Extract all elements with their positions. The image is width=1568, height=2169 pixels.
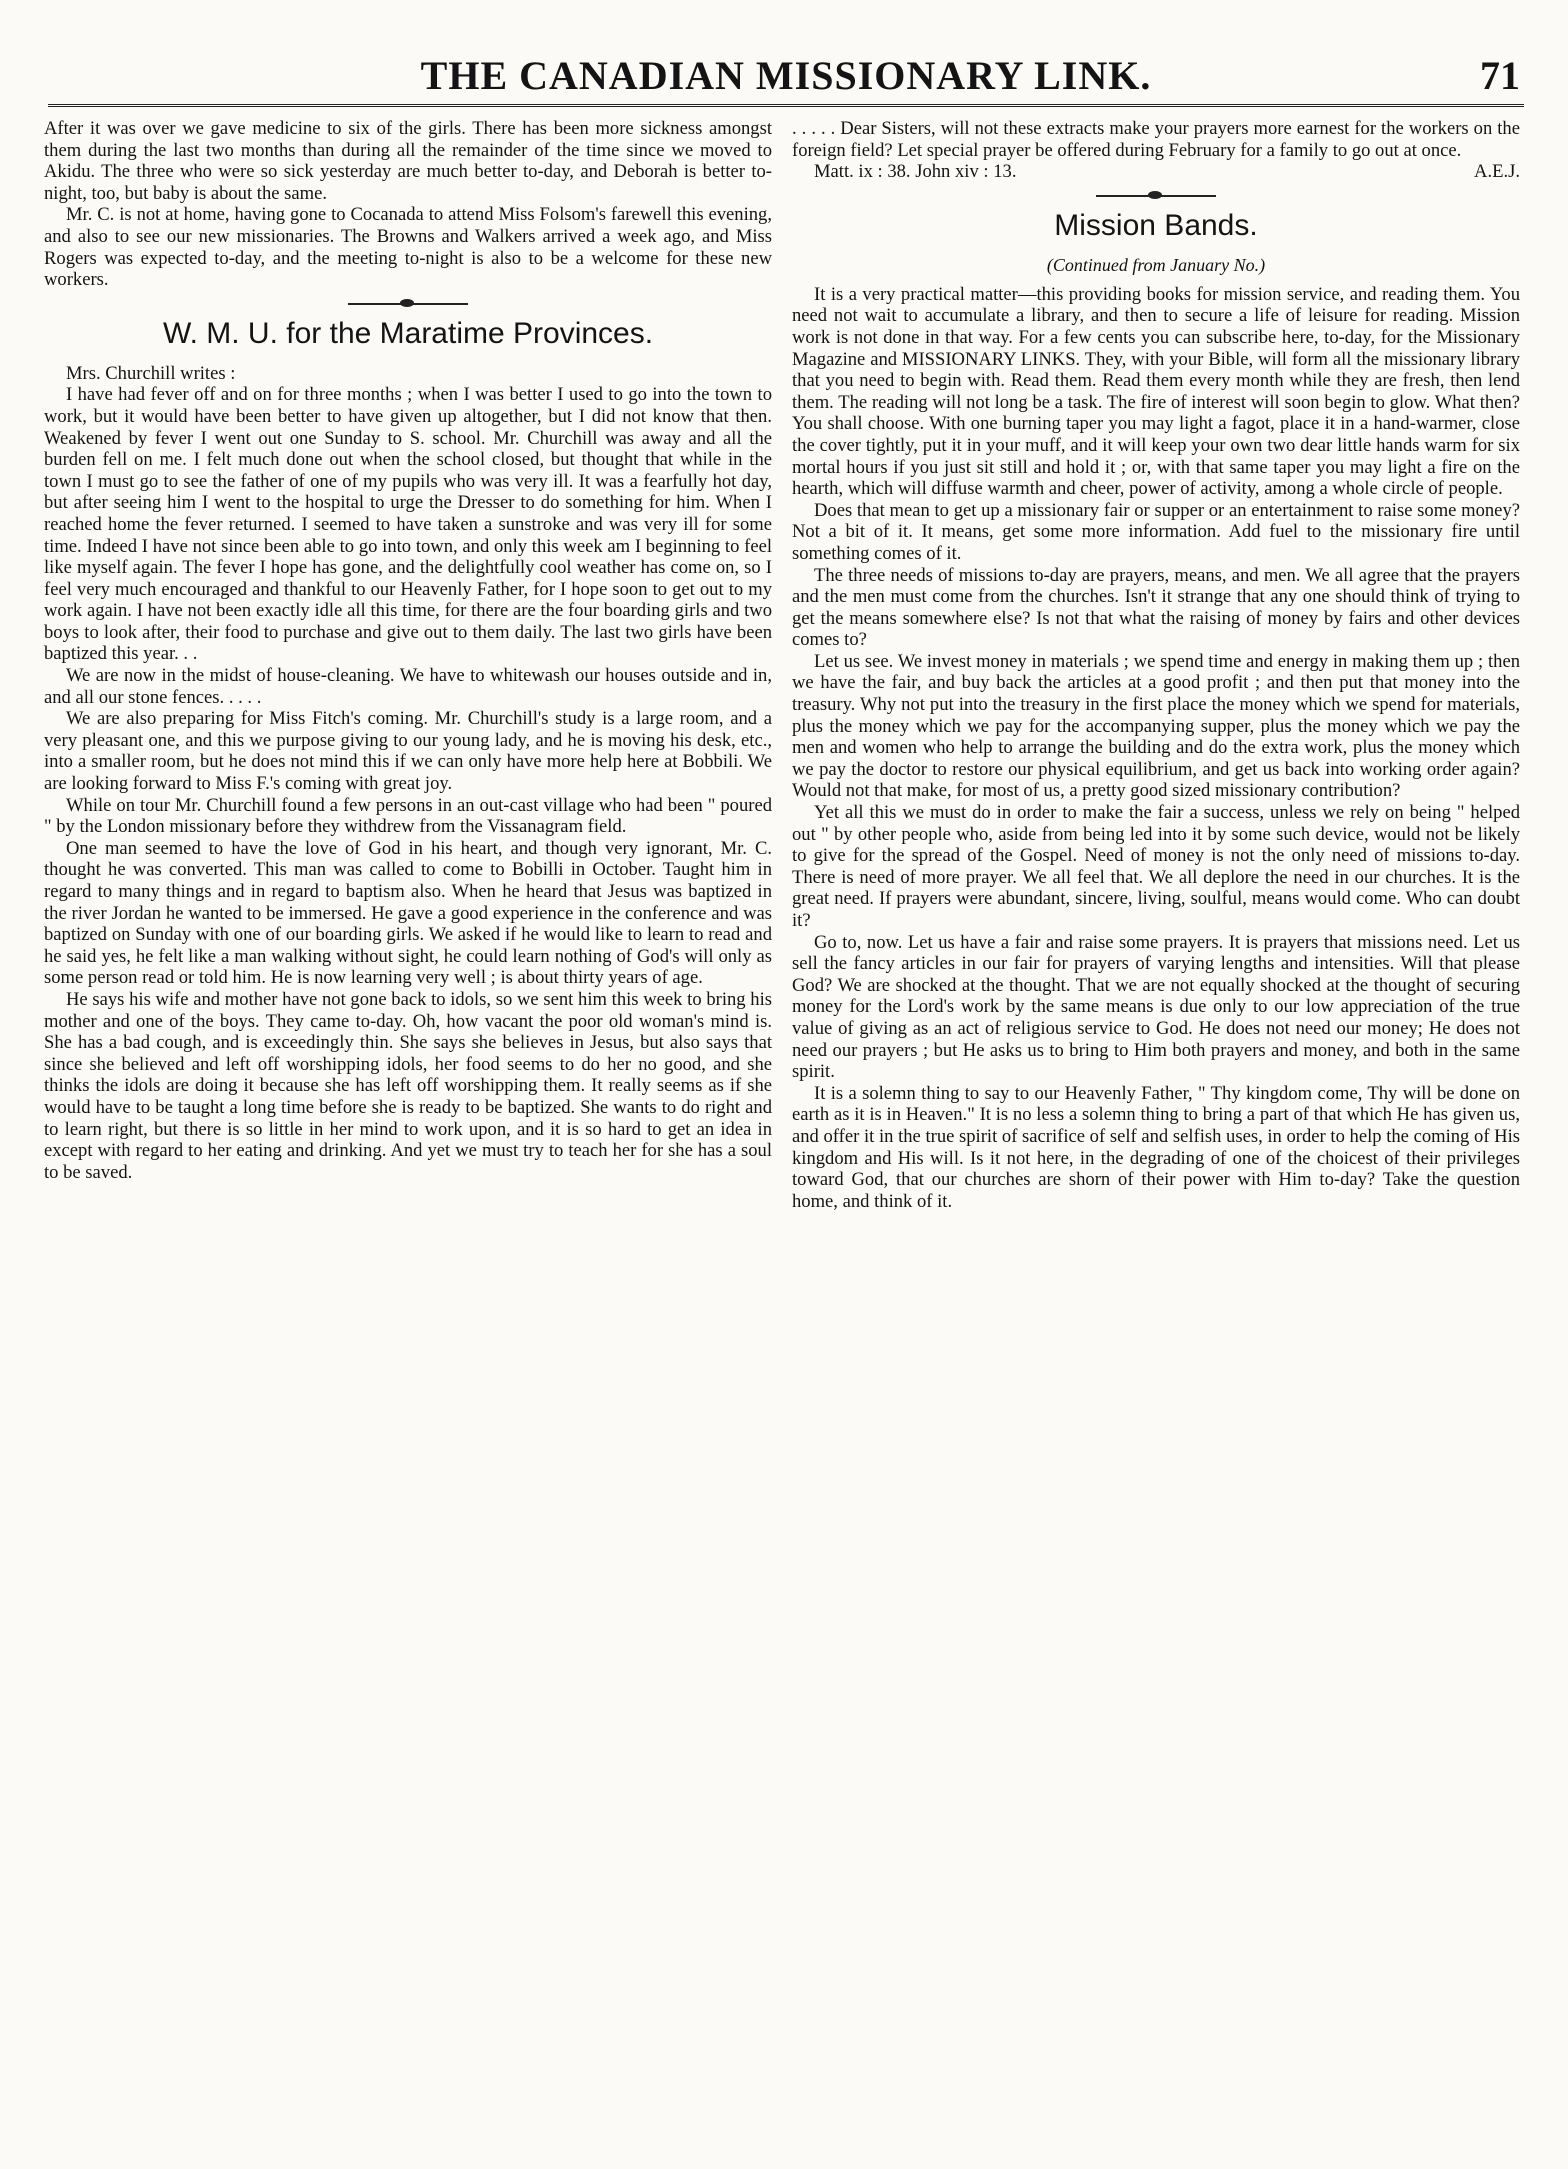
- section-title-wmu: W. M. U. for the Maratime Provinces.: [162, 316, 654, 350]
- paragraph: After it was over we gave medicine to six of the girls. There has been more sickness amongst them during the last two months than during all the remainder of the time since we moved to Akidu. The three who were so sick yesterday are much better to-day, and Deborah is better to-night, too, but baby is about the same.: [44, 118, 772, 204]
- signature: A.E.J.: [1474, 161, 1520, 183]
- paragraph: Yet all this we must do in order to make the fair a success, unless we rely on being " helped out " by other people who, aside from being led into it by some such device, would not be likely to give for the spread of the Gospel. Need of money is not the only need of missions to-day. There is need of more prayer. We all feel that. We all deplore the need in our churches. It is the great need. If prayers were abundant, sincere, living, soulful, means would come. Who can doubt it?: [792, 802, 1520, 931]
- signoff-line: [792, 161, 1520, 183]
- paragraph: One man seemed to have the love of God in his heart, and though very ignorant, Mr. C. thought he was converted. This man was called to come to Bobilli in October. Taught him in regard to many things and in regard to baptism also. When he heard that Jesus was baptized in the river Jordan he wanted to be immersed. He gave a good experience in the conference and was baptized on Sunday with one of our boarding girls. We asked if he would like to learn to read and he said yes, he felt like a man walking without sight, he could learn nothing of God's will only as some person read or told him. He is now learning very well ; is about thirty years of age.: [44, 837, 772, 989]
- paragraph: I have had fever off and on for three months ; when I was better I used to go into the town to work, but it would have been better to have given up altogether, but I did not know that then. Weakened by fever I went out one Sunday to S. school. Mr. Churchill was away and all the burden fell on me. I felt much done out when the school closed, but thought that while in the town I must go to see the father of one of my pupils who was very ill. It was a fearfully hot day, but after seeing him I went to the hospital to urge the Dresser to do something for him. When I reached home the fever returned. I seemed to have taken a sunstroke and was very ill for some time. Indeed I have not since been able to go into town, and only this week am I beginning to feel like myself again. The fever I hope has gone, and the delightfully cool weather has come on, so I feel very much encouraged and thankful to our Heavenly Father, for I hope soon to get out to my work again. I have not been exactly idle all this time, for there are the four boarding girls and two boys to look after, their food to purchase and give out to them daily. The last two girls have been baptized this year. . .: [44, 384, 772, 665]
- section-title-mission-bands: Mission Bands.: [1054, 208, 1258, 242]
- paragraph: It is a very practical matter—this providing books for mission service, and reading them. You need not wait to accumulate a library, and then to secure a life of leisure for reading. Mission work is not done in that way. For a few cents you can subscribe here, to-day, for the Missionary Magazine and MISSIONARY LINKS. They, with your Bible, will form all the missionary library that you need to begin with. Read them. Read them every month while they are fresh, then lend them. The reading will not long be a task. The fire of interest will soon begin to glow. What then? You shall choose. With one burning taper you may light a fagot, place it in a hand-warmer, close the cover tightly, put it in your muff, and it will keep your own two dear little hands warm for six mortal hours if you just sit still and hold it ; or, with that same taper you may light a fire on the hearth, which will diffuse warmth and cheer, power of activity, among a whole circle of people.: [792, 283, 1520, 500]
- paragraph: Mrs. Churchill writes :: [66, 362, 236, 384]
- paragraph: Let us see. We invest money in materials ; we spend time and energy in making them up ; then we have the fair, and buy back the articles at a good profit ; and then put that money into the treasury. Why not put into the treasury in the first place the money which we spend for materials, plus the money which we pay for the accompanying supper, plus the money which we pay the men and women who help to arrange the building and do the extra work, plus the money which we pay the doctor to restore our physical equilibrium, and get us back into working order again? Would not that make, for most of us, a pretty good sized missionary contribution?: [792, 650, 1520, 802]
- scripture-references: Matt. ix : 38. John xiv : 13.: [814, 161, 1017, 183]
- paragraph: It is a solemn thing to say to our Heavenly Father, " Thy kingdom come, Thy will be done on earth as it is in Heaven." It is no less a solemn thing to bring a part of that which He has given us, and offer it in the true spirit of sacrifice of self and selfish uses, in order to help the coming of His kingdom and His will. Is it not here, in the degrading of one of the choicest of their privileges toward God, that our churches are shorn of their power with Him to-day? Take the question home, and think of it.: [792, 1082, 1520, 1212]
- paragraph: While on tour Mr. Churchill found a few persons in an out-cast village who had been " poured " by the London missionary before they withdrew from the Vissanagram field.: [44, 794, 772, 838]
- page-header: [48, 44, 1524, 107]
- paragraph: We are now in the midst of house-cleaning. We have to whitewash our houses outside and in, and all our stone fences. . . . .: [44, 665, 772, 708]
- paragraph: . . . . . Dear Sisters, will not these extracts make your prayers more earnest for the workers on the foreign field? Let special prayer be offered during February for a family to go out at once.: [792, 118, 1520, 161]
- left-column: [44, 118, 772, 2109]
- paragraph: Does that mean to get up a missionary fair or supper or an entertainment to raise some money? Not a bit of it. It means, get some more information. Add fuel to the missionary fire until something comes of it.: [792, 499, 1520, 564]
- paragraph: He says his wife and mother have not gone back to idols, so we sent him this week to bring his mother and one of the boys. They came to-day. Oh, how vacant the poor old woman's mind is. She has a bad cough, and is exceedingly thin. She says she believes in Jesus, but also says that since she believed and left off worshipping idols, her food seems to do her no good, and she thinks the idols are doing it because she has left off worshipping them. It really seems as if she would have to be taught a long time before she is ready to be baptized. She wants to do right and to learn right, but there is so little in her mind to work upon, and it is so hard to get an idea in except with regard to her eating and drinking. And yet we must try to teach her for she has a soul to be saved.: [44, 988, 772, 1183]
- section-subtitle: (Continued from January No.): [1046, 254, 1266, 275]
- publication-title: THE CANADIAN MISSIONARY LINK.: [420, 53, 1152, 98]
- right-column: [792, 118, 1520, 2109]
- paragraph: Mr. C. is not at home, having gone to Cocanada to attend Miss Folsom's farewell this evening, and also to see our new missionaries. The Browns and Walkers arrived a week ago, and Miss Rogers was expected to-day, and the meeting to-night is also to be a welcome for these new workers.: [44, 204, 772, 291]
- paragraph: We are also preparing for Miss Fitch's coming. Mr. Churchill's study is a large room, and a very pleasant one, and this we purpose giving to our young lady, and he is moving his desk, etc., into a smaller room, but he does not mind this if we can only have more help here at Bobbili. We are looking forward to Miss F.'s coming with great joy.: [44, 708, 772, 795]
- section-divider: [1096, 195, 1216, 199]
- section-divider: [348, 303, 468, 307]
- page-number: 71: [1480, 53, 1520, 98]
- paragraph: The three needs of missions to-day are prayers, means, and men. We all agree that the prayers and the men must come from the churches. Isn't it strange that any one should think of trying to get the means somewhere else? Is not that what the raising of money by fairs and other devices comes to?: [792, 564, 1520, 651]
- paragraph: Go to, now. Let us have a fair and raise some prayers. It is prayers that missions need. Let us sell the fancy articles in our fair for prayers of varying lengths and intensities. Will that please God? We are shocked at the thought. That we are not equally shocked at the thought of securing money for the Lord's work by the same means is due only to our low appreciation of the true value of giving as an act of religious service to God. He does not need our money; He does not need our prayers ; but He asks us to bring to Him both prayers and money, and both in the same spirit.: [792, 931, 1520, 1083]
